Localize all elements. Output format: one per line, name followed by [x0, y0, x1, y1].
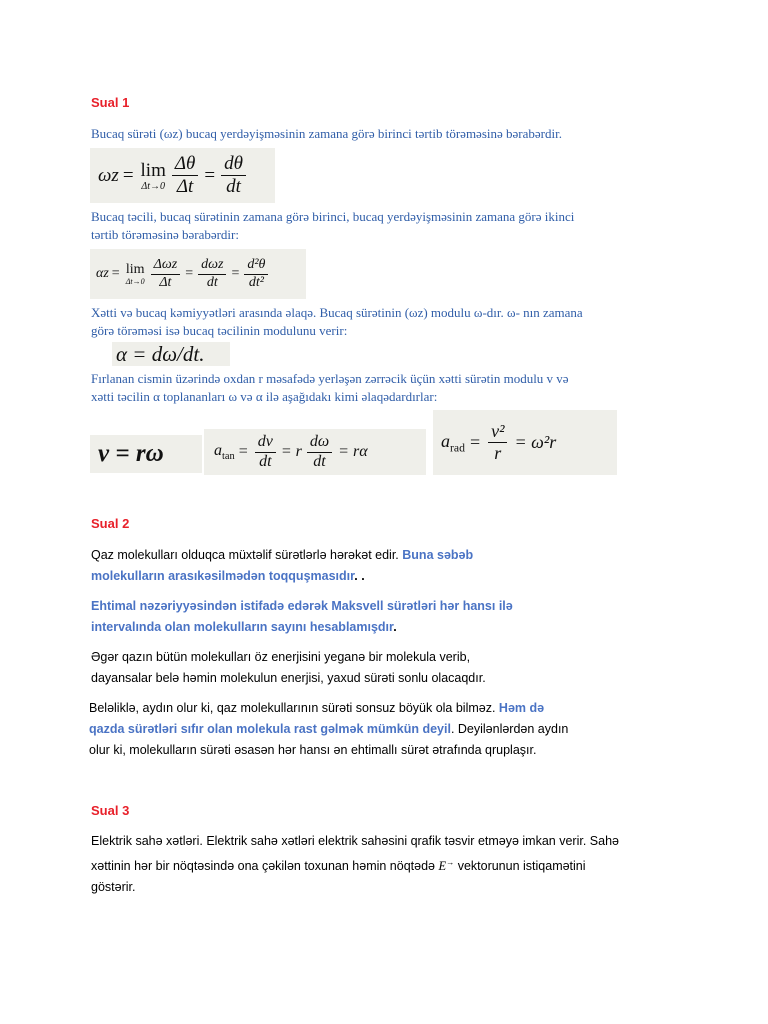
text-line: Əgər qazın bütün molekulları öz enerjisini yeganə bir molekula verib, — [91, 650, 471, 664]
formula-angular-acceleration — [90, 249, 306, 299]
formula-term: dωz — [198, 257, 226, 274]
paragraph-field-lines — [91, 831, 731, 898]
text-line: intervalında olan molekulların sayını hesablamışdır. — [91, 620, 397, 634]
formula-term: Δt→0 — [141, 180, 166, 192]
formula-term: Δωz — [151, 257, 181, 274]
text-line: Beləliklə, aydın olur ki, qaz molekullarının sürəti sonsuz böyük ola bilməz. Həm də — [89, 701, 545, 715]
text-line: molekulların arasıkəsilmədən toqquşmasıdır. . — [91, 569, 365, 583]
formula-term: = r — [280, 443, 302, 460]
formula-term: dω — [307, 433, 332, 452]
text-line: Fırlanan cismin üzərində oxdan r məsafədə yerləşən zərrəcik üçün xətti sürətin modulu v və — [91, 371, 569, 386]
text-line: qazda sürətləri sıfır olan molekula rast gəlmək mümkün deyil. Deyilənlərdən aydın — [89, 722, 569, 736]
formula-term: = — [469, 432, 481, 452]
formula-term: = rα — [338, 443, 368, 460]
paragraph-maxwell — [91, 596, 651, 638]
formula-alpha: α = dω/dt. — [112, 342, 230, 366]
paragraph-rotating-body — [91, 370, 711, 406]
formula-term: = — [231, 266, 240, 281]
formula-term: = — [204, 164, 216, 186]
formula-term: Δt — [159, 274, 172, 290]
text-line: görə törəməsi isə bucaq təcilinin modulunu verir: — [91, 323, 348, 338]
text-line: Elektrik sahə xətləri. Elektrik sahə xətləri elektrik sahəsini qrafik təsvir etməyə imkan verir. Sahə — [91, 834, 619, 848]
formula-term: dt² — [248, 274, 264, 290]
formula-term: = — [185, 266, 194, 281]
formula-term: r — [494, 443, 502, 463]
formula-term: = ω²r — [514, 432, 557, 452]
text-line: dayansalar belə həmin molekulun enerjisi, yaxud sürəti sonlu olacaqdır. — [91, 671, 486, 685]
formula-term: αz — [96, 266, 109, 281]
paragraph-conclusion — [89, 698, 669, 761]
section-heading-2: Sual 2 — [91, 516, 130, 531]
formula-term: dt — [313, 452, 326, 470]
section-heading-1: Sual 1 — [91, 95, 130, 110]
formula-term: lim — [140, 159, 166, 181]
text-line: tərtib törəməsinə bərabərdir: — [91, 227, 239, 242]
paragraph-gas-molecules — [91, 545, 561, 587]
paragraph-angular-acceleration — [91, 208, 711, 244]
formula-radial-acceleration — [433, 410, 617, 475]
formula-linear-velocity: v = rω — [90, 435, 202, 473]
paragraph-linear-angular-relation — [91, 304, 711, 340]
text-line: Qaz molekulları olduqca müxtəlif sürətlərlə hərəkət edir. Buna səbəb — [91, 548, 474, 562]
formula-term: ωz — [98, 164, 119, 186]
formula-term: $a_{rad}$ — [441, 430, 465, 455]
formula-term: = — [238, 443, 248, 460]
section-heading-3: Sual 3 — [91, 803, 130, 818]
formula-term: = — [122, 164, 134, 186]
formula-term: dt — [206, 274, 218, 290]
formula-term: v² — [488, 421, 507, 443]
text-line: göstərir. — [91, 880, 136, 895]
formula-term: Δt — [176, 176, 194, 197]
formula-term: = — [111, 266, 120, 281]
formula-tangential-acceleration — [204, 429, 426, 475]
paragraph-angular-velocity: Bucaq sürəti (ωz) bucaq yerdəyişməsinin zamana görə birinci tərtib törəməsinə bərabərdir. — [91, 126, 562, 141]
formula-angular-velocity — [90, 148, 275, 203]
formula-term: d²θ — [244, 257, 268, 274]
formula-term: dv — [255, 433, 276, 452]
text-line: Ehtimal nəzəriyyəsindən istifadə edərək Maksvell sürətləri hər hansı ilə — [91, 599, 513, 613]
formula-term: Δθ — [172, 153, 198, 176]
text-line: Bucaq təcili, bucaq sürətinin zamana görə birinci, bucaq yerdəyişməsinin zamana görə ikinci — [91, 209, 575, 224]
text-line: xətti təcilin α toplananları ω və α ilə aşağıdakı kimi əlaqədardırlar: — [91, 389, 438, 404]
text-line: olur ki, molekulların sürəti əsasən hər hansı ən ehtimallı sürət ətrafında qruplaşır. — [89, 743, 537, 757]
formula-term: dt — [259, 452, 272, 470]
text-line: xəttinin hər bir nöqtəsində ona çəkilən toxunan həmin nöqtədə E→ vektorunun istiqamətini — [91, 858, 586, 874]
vector-e: E→ — [438, 858, 455, 874]
paragraph-energy — [91, 647, 651, 689]
text-line: Xətti və bucaq kəmiyyətləri arasında əlaqə. Bucaq sürətinin (ωz) modulu ω-dır. ω- nın zamana — [91, 305, 583, 320]
formula-term: dt — [226, 176, 241, 197]
formula-term: Δt→0 — [125, 277, 145, 286]
formula-term: $a_{tan}$ — [214, 441, 235, 463]
formula-term: dθ — [221, 153, 246, 176]
formula-term: lim — [125, 262, 145, 277]
